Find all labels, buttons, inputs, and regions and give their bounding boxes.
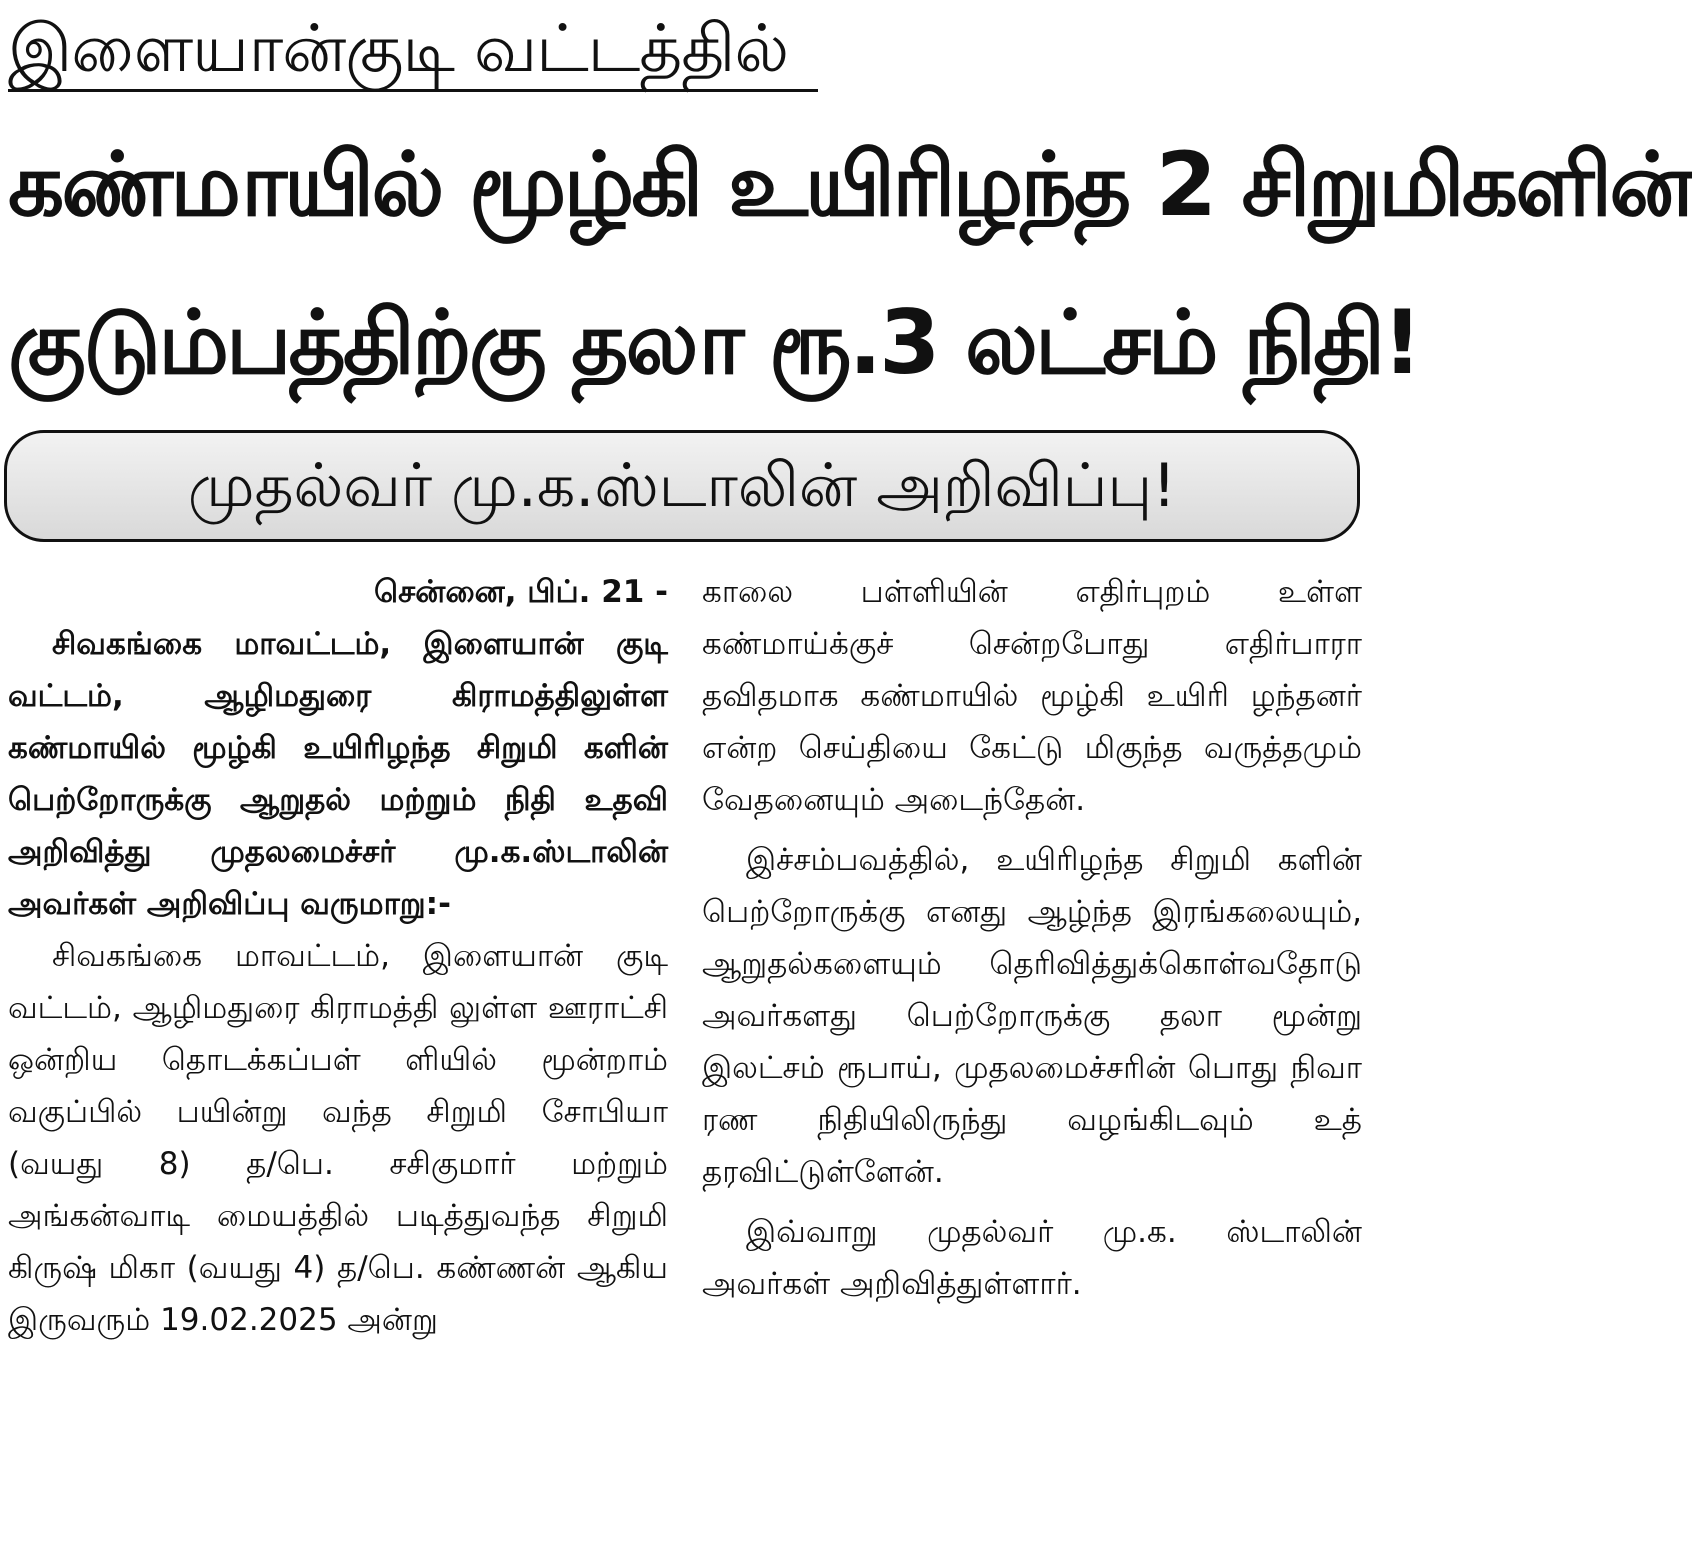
- lead-paragraph: சிவகங்கை மாவட்டம், இளையான் குடி வட்டம், ஆழிமதுரை கிராமத்திலுள்ள கண்மாயில் மூழ்கி உயிரிழந்த சிறுமி களின் பெற்றோருக்கு ஆறுதல் மற்றும் நிதி உதவி அறிவித்து முதலமைச்சர் மு.க.ஸ்டாலின் அவர்கள் அறிவிப்பு வருமாறு:-: [8, 626, 668, 922]
- body-paragraph-3: இச்சம்பவத்தில், உயிரிழந்த சிறுமி களின் பெற்றோருக்கு எனது ஆழ்ந்த இரங்கலையும், ஆறுதல்களையும் தெரிவித்துக்கொள்வதோடு அவர்களது பெற்றோருக்கு தலா மூன்று இலட்சம் ரூபாய், முதலமைச்சரின் பொது நிவா ரண நிதியிலிருந்து வழங்கிடவும் உத் தரவிட்டுள்ளேன்.: [702, 842, 1362, 1190]
- body-paragraph-2: காலை பள்ளியின் எதிர்புறம் உள்ள கண்மாய்க்குச் சென்றபோது எதிர்பாரா தவிதமாக கண்மாயில் மூழ்கி உயிரி ழந்தனர் என்ற செய்தியை கேட்டு மிகுந்த வருத்தமும் வேதனையும் அடைந்தேன்.: [702, 574, 1362, 818]
- article-column-right: [702, 566, 1362, 1554]
- body-paragraph-4: இவ்வாறு முதல்வர் மு.க. ஸ்டாலின் அவர்கள் அறிவித்துள்ளார்.: [702, 1214, 1362, 1302]
- body-paragraph-1: சிவகங்கை மாவட்டம், இளையான் குடி வட்டம், ஆழிமதுரை கிராமத்தி லுள்ள ஊராட்சி ஒன்றிய தொடக்கப்பள் ளியில் மூன்றாம் வகுப்பில் பயின்று வந்த சிறுமி சோபியா (வயது 8) த/பெ. சசிகுமார் மற்றும் அங்கன்வாடி மையத்தில் படித்துவந்த சிறுமி கிருஷ் மிகா (வயது 4) த/பெ. கண்ணன் ஆகிய இருவரும் 19.02.2025 அன்று: [8, 938, 668, 1338]
- article-column-left: [8, 566, 668, 1554]
- headline-line-2: குடும்பத்திற்கு தலா ரூ.3 லட்சம் நிதி!: [8, 291, 1420, 394]
- subheadline-banner: முதல்வர் மு.க.ஸ்டாலின் அறிவிப்பு!: [4, 430, 1360, 542]
- article-kicker: இளையான்குடி வட்டத்தில்: [8, 6, 818, 92]
- dateline: சென்னை, பிப். 21 -: [373, 574, 668, 610]
- headline-line-1: கண்மாயில் மூழ்கி உயிரிழந்த 2 சிறுமிகளின்: [8, 133, 1692, 236]
